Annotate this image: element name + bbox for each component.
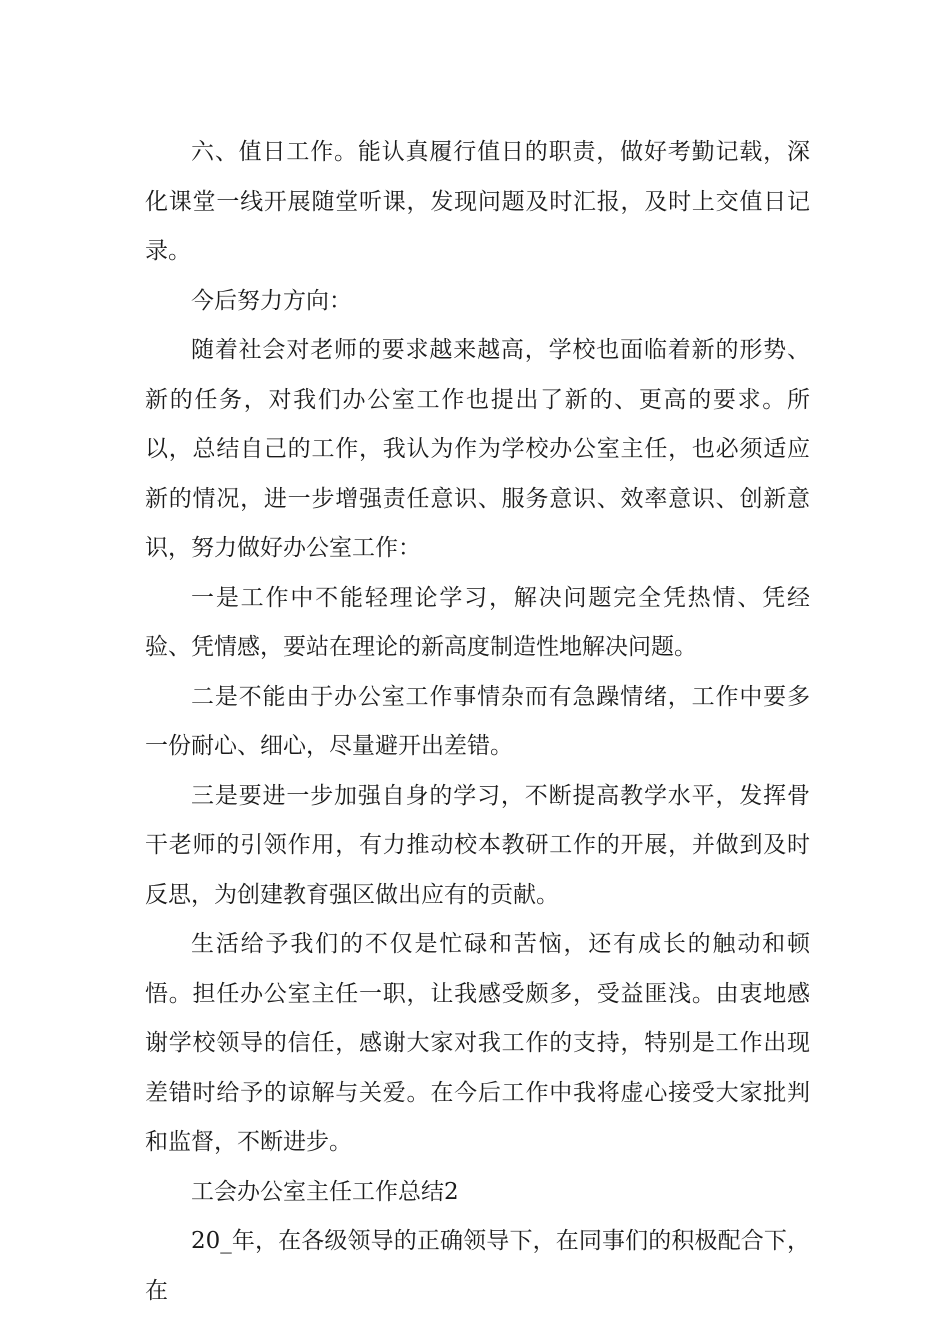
paragraph-point-three: 三是要进一步加强自身的学习，不断提高教学水平，发挥骨干老师的引领作用，有力推动校本教研工作的开展，并做到及时反思，为创建教育强区做出应有的贡献。: [145, 782, 810, 908]
paragraph-new-requirements: 随着社会对老师的要求越来越高，学校也面临着新的形势、新的任务，对我们办公室工作也提出了新的、更高的要求。所以，总结自己的工作，我认为作为学校办公室主任，也必须适应新的情况，进一步增强责任意识、服务意识、效率意识、创新意识，努力做好办公室工作：: [145, 337, 810, 561]
paragraph-point-one: 一是工作中不能轻理论学习，解决问题完全凭热情、凭经验、凭情感，要站在理论的新高度制造性地解决问题。: [145, 584, 810, 660]
paragraph-year-intro: 20_年，在各级领导的正确领导下，在同事们的积极配合下，在: [145, 1228, 810, 1304]
document-body: [145, 128, 810, 1316]
paragraph-duty-work: 六、值日工作。能认真履行值日的职责，做好考勤记载，深化课堂一线开展随堂听课，发现问题及时汇报，及时上交值日记录。: [145, 139, 810, 264]
paragraph-point-two: 二是不能由于办公室工作事情杂而有急躁情绪，工作中要多一份耐心、细心，尽量避开出差错。: [145, 683, 810, 759]
section-title-summary-2: 工会办公室主任工作总结2: [191, 1178, 459, 1205]
paragraph-future-direction-heading: 今后努力方向：: [191, 287, 352, 314]
paragraph-gratitude: 生活给予我们的不仅是忙碌和苦恼，还有成长的触动和顿悟。担任办公室主任一职，让我感受颇多，受益匪浅。由衷地感谢学校领导的信任，感谢大家对我工作的支持，特别是工作出现差错时给予的谅解与关爱。在今后工作中我将虚心接受大家批判和监督，不断进步。: [145, 931, 810, 1155]
